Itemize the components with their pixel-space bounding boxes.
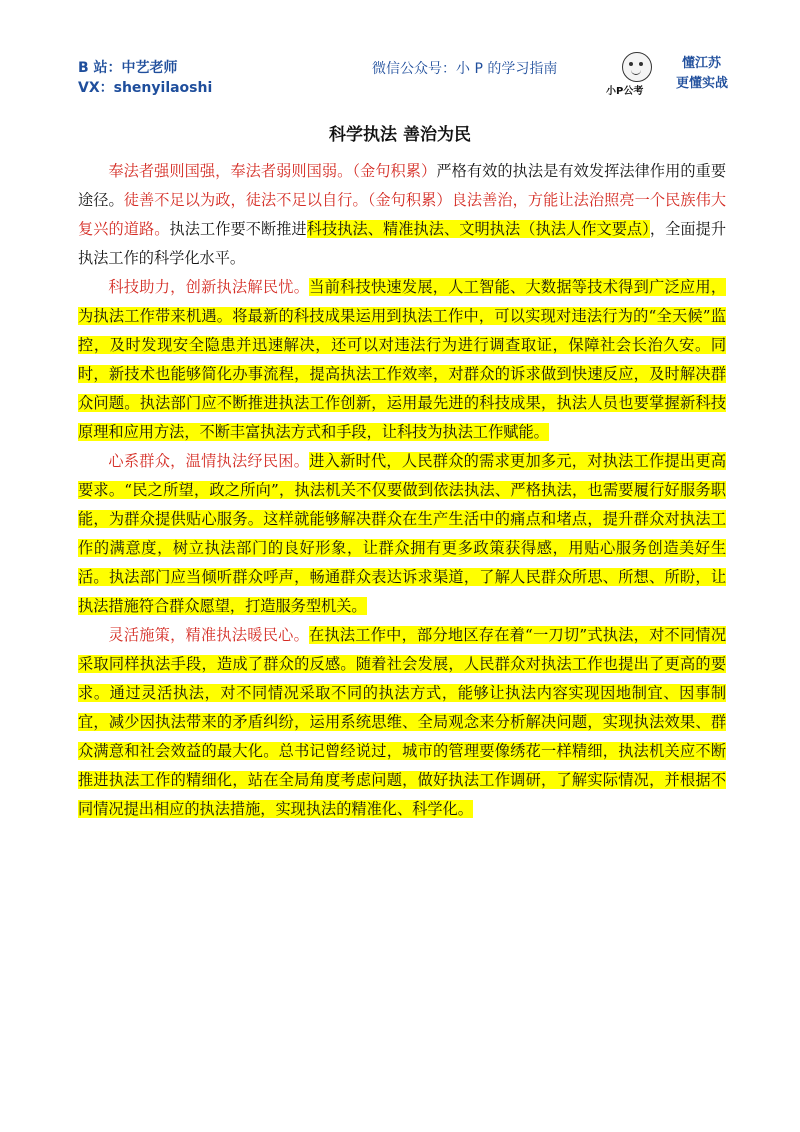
mascot-face-icon <box>622 52 652 82</box>
header-left <box>78 58 212 98</box>
document-body <box>78 157 726 824</box>
plain-text: 严格有效的执法是有效发挥法律作用的重要途径。 <box>78 162 727 209</box>
document-title: 科学执法 善治为民 <box>329 125 471 145</box>
paragraph-tech <box>78 273 726 447</box>
wechat-id: VX：shenyilaoshi <box>78 80 213 96</box>
quote-sentence: 良法善治，方能让法治照亮一个民族伟大复兴的道路。 <box>78 191 727 238</box>
logo-slogan-line2: 更懂实战 <box>676 76 729 91</box>
bilibili-account: B 站：中艺老师 <box>78 60 178 76</box>
wechat-public-account: 微信公众号：小 P 的学习指南 <box>372 61 558 77</box>
quote-tag: （金句积累） <box>352 162 437 180</box>
section-lead: 科技助力，创新执法解民忧。 <box>108 278 310 296</box>
quote-sentence: 徒善不足以为政，徒法不足以自行。 <box>123 191 368 209</box>
brand-logo <box>606 48 736 96</box>
highlighted-body: 进入新时代，人民群众的需求更加多元，对执法工作提出更高要求。“民之所望，政之所向”，执法机关不仅要做到依法执法、严格执法，也需要履行好服务职能，为群众提供贴心服务。这样就能够解决群众在生产生活中的痛点和堵点，提升群众对执法工作的满意度，树立执法部门的良好形象，让群众拥有更多政策获得感，用贴心服务创造美好生活。执法部门应当倾听群众呼声，畅通群众表达诉求渠道，了解人民群众所思、所想、所盼，让执法措施符合群众愿望，打造服务型机关。 <box>78 452 727 615</box>
plain-text: ，全面提升执法工作的科学化水平。 <box>78 220 727 267</box>
highlighted-body: 当前科技快速发展，人工智能、大数据等技术得到广泛应用，为执法工作带来机遇。将最新的科技成果运用到执法工作中，可以实现对违法行为的“全天候”监控，及时发现安全隐患并迅速解决，还可以对违法行为进行调查取证，保障社会长治久安。同时，新技术也能够简化办事流程，提高执法工作效率，对群众的诉求做到快速反应，及时解决群众问题。执法部门应不断推进执法工作创新，运用最先进的科技成果，执法人员也要掌握新科技原理和应用方法，不断丰富执法方式和手段，让科技为执法工作赋能。 <box>78 278 727 441</box>
quote-sentence: 奉法者强则国强，奉法者弱则国弱。 <box>108 162 353 180</box>
paragraph-precision <box>78 621 726 824</box>
paragraph-people <box>78 447 726 621</box>
highlighted-body: 在执法工作中，部分地区存在着“一刀切”式执法，对不同情况采取同样执法手段，造成了群众的反感。随着社会发展，人民群众对执法工作也提出了更高的要求。通过灵活执法，对不同情况采取不同的执法方式，能够让执法内容实现因地制宜、因事制宜，减少因执法带来的矛盾纠纷，运用系统思维、全局观念来分析解决问题，实现执法效果、群众满意和社会效益的最大化。总书记曾经说过，城市的管理要像绣花一样精细，执法机关应不断推进执法工作的精细化，站在全局角度考虑问题，做好执法工作调研，了解实际情况，并根据不同情况提出相应的执法措施，实现执法的精准化、科学化。 <box>78 626 727 818</box>
paragraph-intro <box>78 157 726 273</box>
logo-slogan-line1: 懂江苏 <box>682 56 722 71</box>
logo-caption: 小P公考 <box>606 86 644 97</box>
quote-tag: （金句积累） <box>367 191 452 209</box>
section-lead: 心系群众，温情执法纾民困。 <box>108 452 310 470</box>
plain-text: 执法工作要不断推进 <box>169 220 307 238</box>
highlighted-key-point: 科技执法、精准执法、文明执法（执法人作文要点） <box>306 220 650 238</box>
section-lead: 灵活施策，精准执法暖民心。 <box>108 626 310 644</box>
